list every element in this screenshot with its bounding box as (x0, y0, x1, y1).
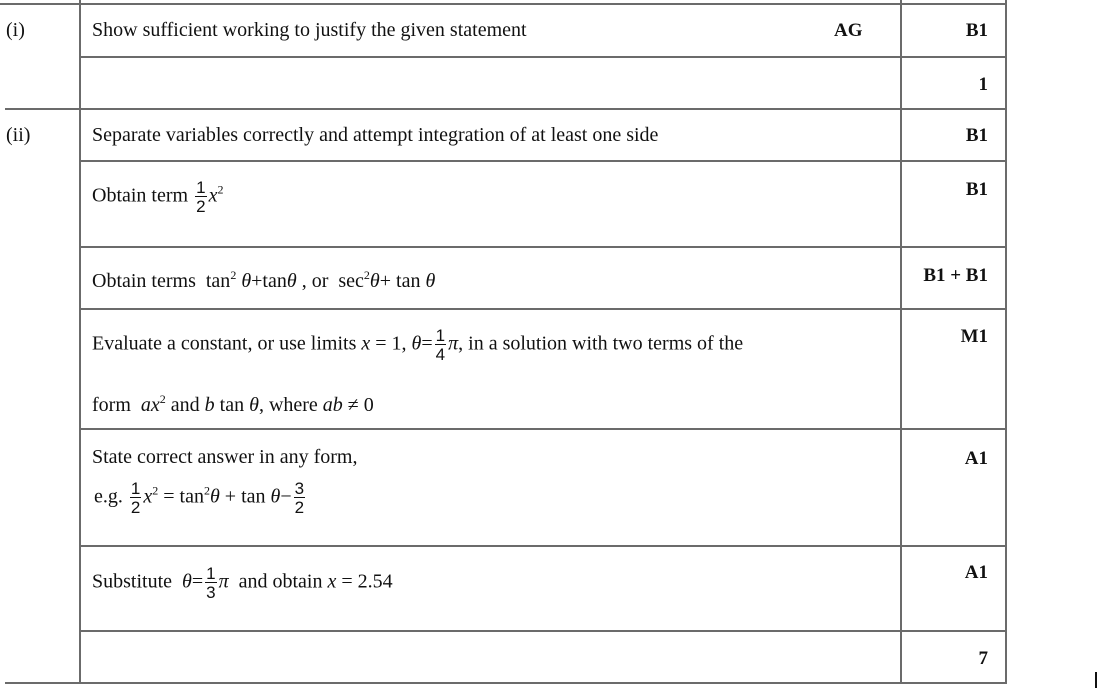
mark-cell: B1 (965, 20, 988, 41)
subtotal-mark: 1 (978, 74, 988, 95)
table-right-border (1005, 0, 1007, 684)
fraction: $\frac{3}{2}$ (294, 479, 305, 517)
guidance-text: Show sufficient working to justify the given statement (92, 19, 527, 41)
row-divider (79, 545, 1006, 547)
table-bottom-border (5, 682, 1006, 684)
text-cursor (1095, 672, 1097, 688)
mark-cell: M1 (960, 326, 988, 347)
mark-cell: B1 (965, 125, 988, 146)
row-divider (79, 308, 1006, 310)
mark-cell: B1 + B1 (923, 265, 988, 286)
row-divider (79, 428, 1006, 430)
guidance-text-line1: State correct answer in any form, (92, 446, 358, 468)
fraction: $\frac{1}{2}$ (196, 178, 206, 216)
fraction: $\frac{1}{4}$ (435, 326, 446, 364)
guidance-text: Obtain terms $\tan^2 \theta+\tan\theta$ , or $\sec^2\theta+ \tan \theta$ (92, 268, 436, 292)
row-divider-full (5, 108, 1006, 110)
row-divider (79, 630, 1006, 632)
fraction: $\frac{1}{3}$ (206, 564, 216, 602)
answer-given-note: AG (834, 20, 863, 41)
fraction: $\frac{1}{2}$ (130, 479, 141, 517)
guidance-text-line2: e.g. $\frac{1}{2}$ $x^2 = \tan^2\theta + \tan \theta-$ $\frac{3}{2}$ (94, 479, 305, 517)
row-divider (79, 160, 1006, 162)
guidance-text: Obtain term $\frac{1}{2}$ $x^2$ (92, 178, 224, 216)
row-divider (79, 246, 1006, 248)
guidance-text-line1: Evaluate a constant, or use limits x = 1, θ= $\frac{1}{4}$ π, in a solution with two terms of the (92, 326, 744, 364)
mark-cell: A1 (964, 448, 988, 469)
guidance-text-line2: form $ax^2$ and b tan θ, where ab ≠ 0 (92, 392, 374, 416)
part-label: (ii) (6, 124, 31, 146)
mark-cell: A1 (964, 562, 988, 583)
part-label: (i) (6, 19, 25, 41)
guidance-text: Substitute θ= $\frac{1}{3}$ π and obtain x = 2.54 (92, 564, 393, 602)
row-divider (79, 56, 1006, 58)
mark-cell: B1 (965, 179, 988, 200)
guidance-text: Separate variables correctly and attempt integration of at least one side (92, 124, 659, 146)
table-top-border (0, 3, 1006, 5)
mark-column-divider (900, 0, 902, 684)
total-mark: 7 (978, 648, 988, 669)
part-column-divider (79, 0, 81, 684)
